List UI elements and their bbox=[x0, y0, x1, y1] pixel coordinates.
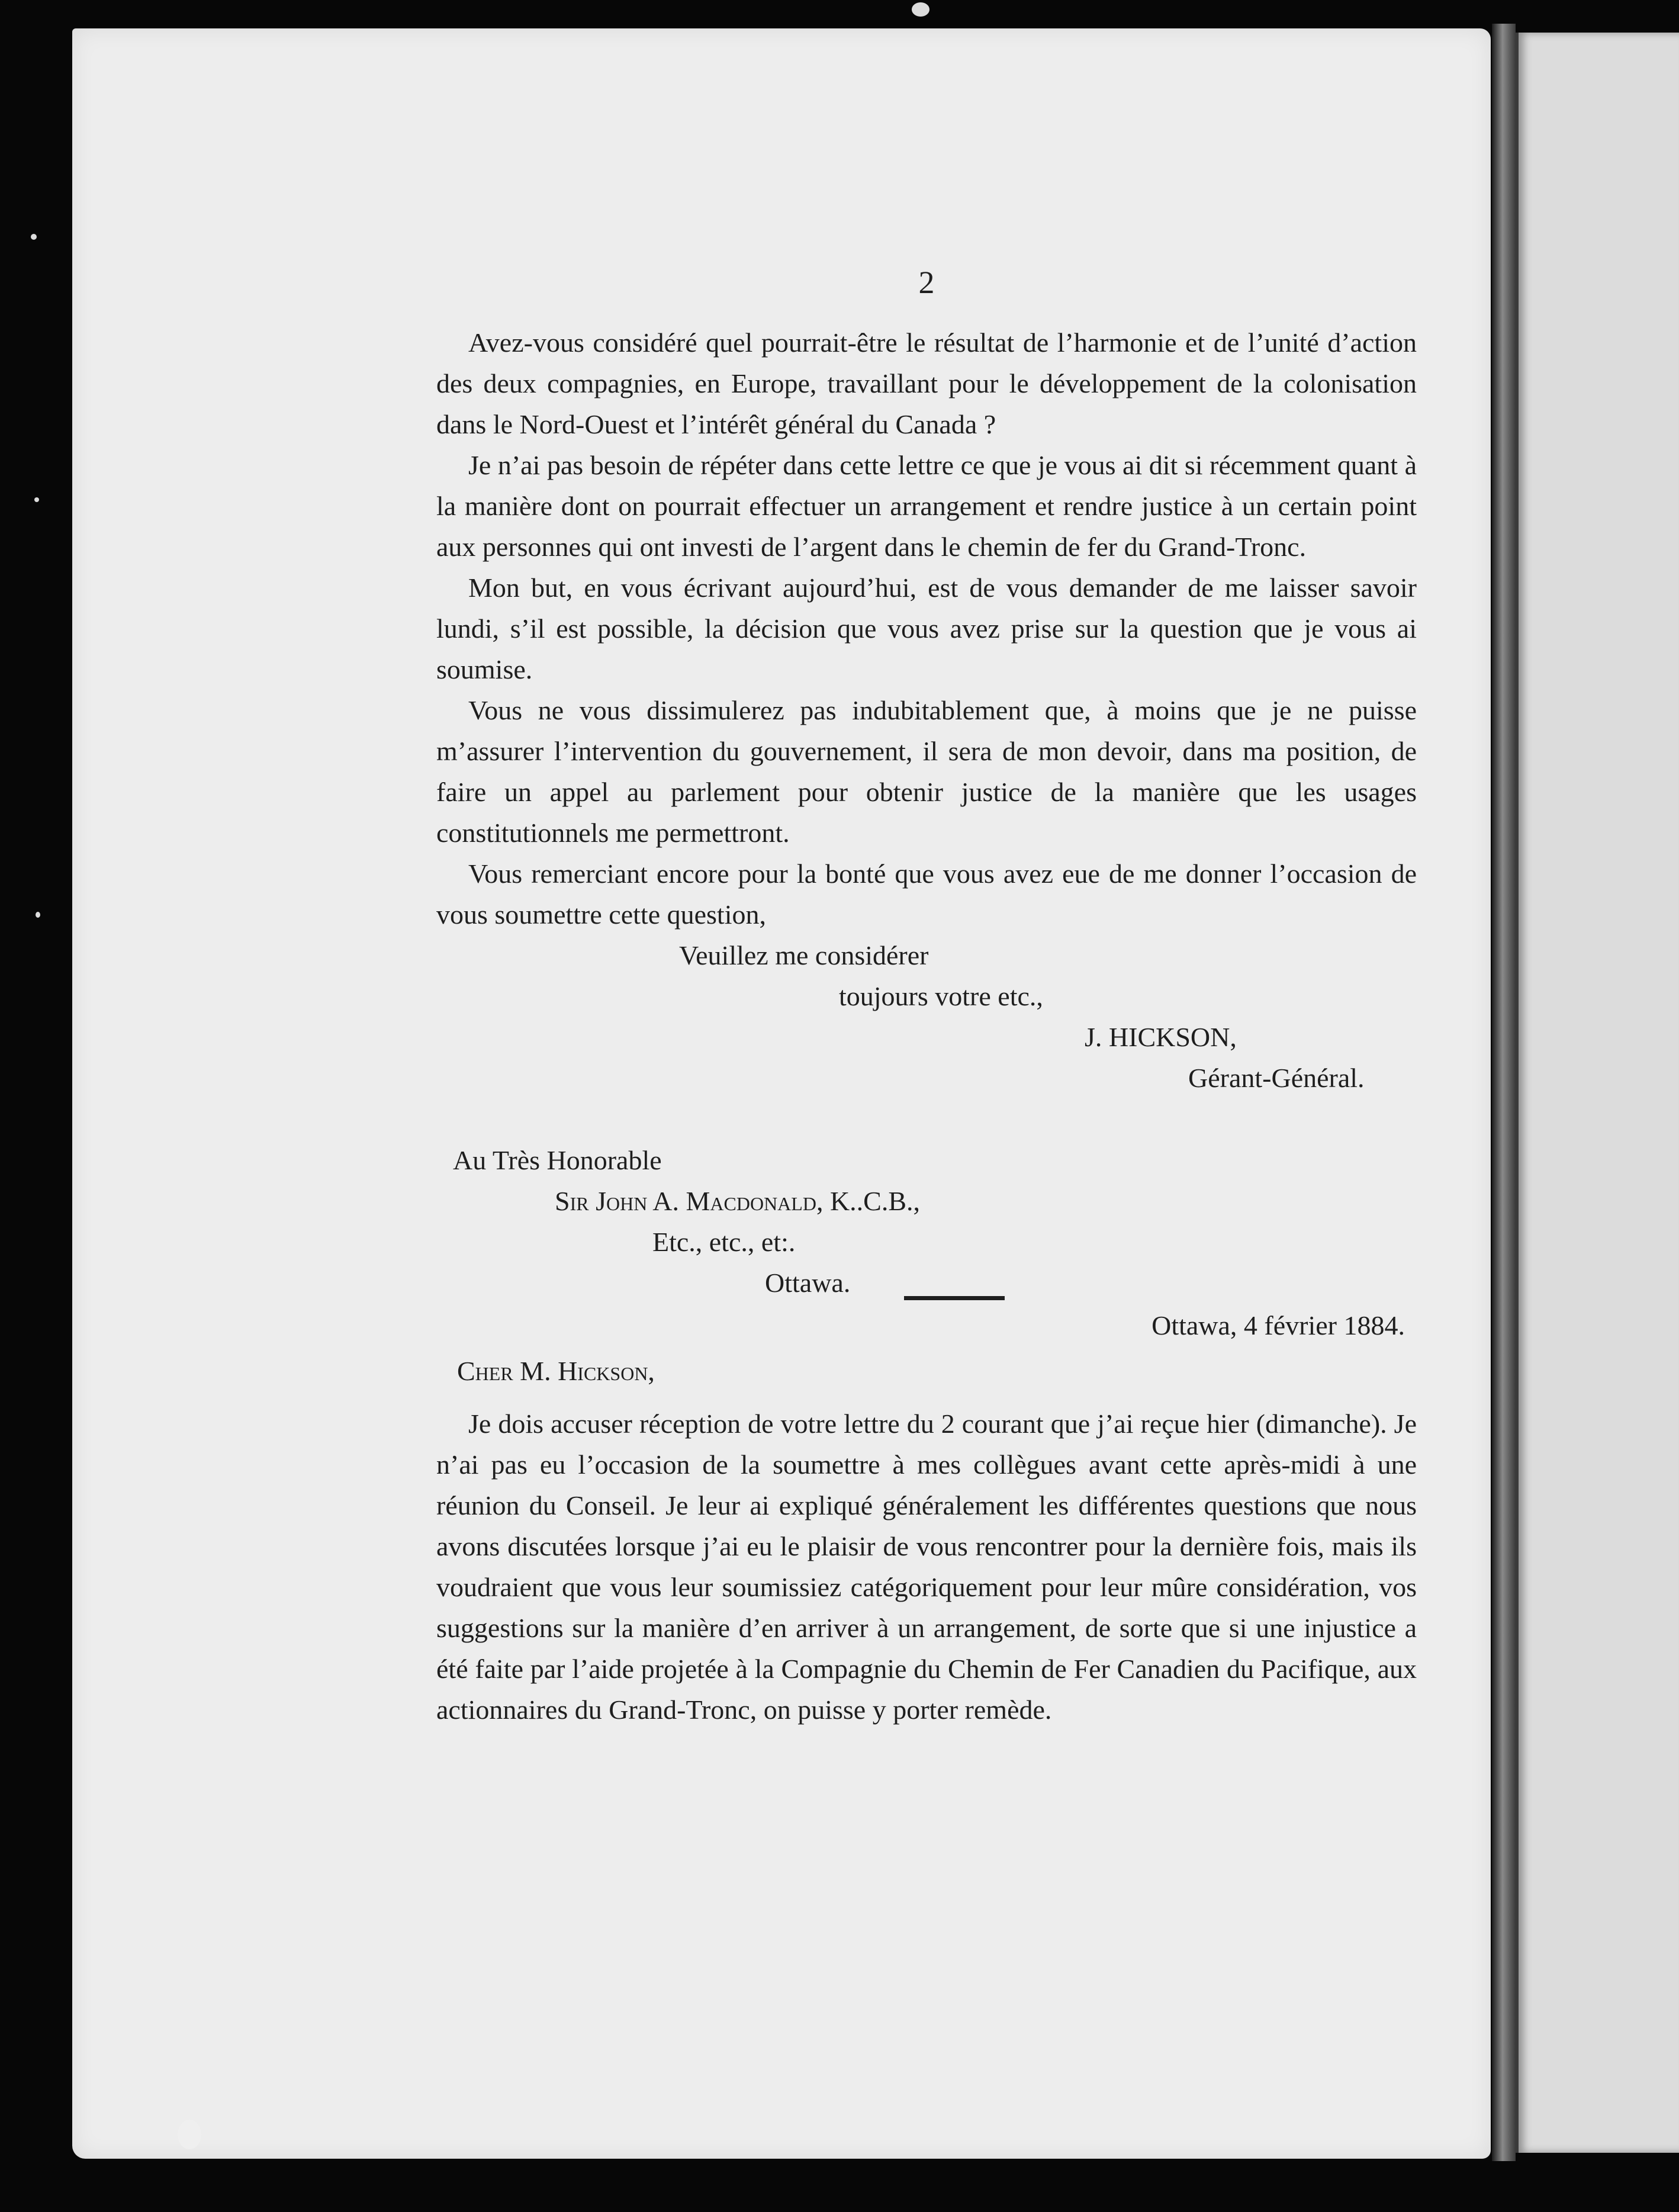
address-line: Sir John A. Macdonald, K..C.B., bbox=[555, 1186, 921, 1216]
letter2-salutation: Cher M. Hickson, bbox=[457, 1356, 655, 1386]
addressee-block bbox=[436, 1140, 1417, 1303]
letter1-paragraph: Vous remerciant encore pour la bonté que vous avez eue de me donner l’occasion de vous soumettre cette question, bbox=[436, 859, 1417, 930]
address-line: Etc., etc., et:. bbox=[652, 1227, 796, 1257]
signature-title: Gérant-Général. bbox=[1188, 1063, 1365, 1093]
section-divider bbox=[904, 1296, 1005, 1300]
letter2-dateline: Ottawa, 4 février 1884. bbox=[1152, 1310, 1405, 1340]
letter1-paragraph: Vous ne vous dissimulerez pas indubitablement que, à moins que je ne puisse m’assurer l’intervention du gouvernement, il sera de mon devoir, dans ma position, de faire un appel au parlement pour obtenir justice de la manière que les usages constitutionnels me permettront. bbox=[436, 695, 1417, 848]
letter1-paragraph: Avez-vous considéré quel pourrait-être le résultat de l’harmonie et de l’unité d’action des deux compagnies, en Europe, travaillant pour le développement de la colonisation dans le Nord-Ouest et l’intérêt général du Canada ? bbox=[436, 327, 1417, 439]
signature-name: J. HICKSON, bbox=[1085, 1022, 1237, 1052]
address-line: Au Très Honorable bbox=[453, 1145, 662, 1175]
margin-speck bbox=[178, 2120, 201, 2149]
address-line: Ottawa. bbox=[765, 1268, 851, 1298]
document-page bbox=[72, 28, 1491, 2159]
book-gutter bbox=[1492, 24, 1516, 2161]
margin-speck bbox=[34, 497, 39, 502]
page-number: 2 bbox=[918, 265, 935, 300]
letter1-paragraph: Je n’ai pas besoin de répéter dans cette lettre ce que je vous ai dit si récemment quant à la manière dont on pourrait effectuer un arrangement et rendre justice à un certain point aux personnes qui ont investi de l’argent dans le chemin de fer du Grand-Tronc. bbox=[436, 450, 1417, 562]
facing-page-edge bbox=[1516, 33, 1679, 2153]
page-text bbox=[436, 262, 1417, 1730]
margin-speck bbox=[912, 2, 929, 17]
letter2-paragraph: Je dois accuser réception de votre lettre du 2 courant que j’ai reçue hier (dimanche). Je n’ai pas eu l’occasion de la soumettre à mes collègues avant cette après-midi à une réunion du Conseil. Je leur ai expliqué généralement les différentes questions que nous avons discutées lorsque j’ai eu le plaisir de vous rencontrer pour la dernière fois, mais ils voudraient que vous leur soumissiez catégoriquement pour leur mûre considération, vos suggestions sur la manière d’en arriver à un arrangement, de sorte que si une injustice a été faite par l’aide projetée à la Compagnie du Chemin de Fer Canadien du Pacifique, aux actionnaires du Grand-Tronc, on puisse y porter remède. bbox=[436, 1409, 1417, 1725]
margin-speck bbox=[36, 912, 40, 918]
closing-line: toujours votre etc., bbox=[839, 981, 1043, 1011]
closing-line: Veuillez me considérer bbox=[679, 940, 929, 970]
margin-speck bbox=[31, 234, 37, 240]
letter1-paragraph: Mon but, en vous écrivant aujourd’hui, est de vous demander de me laisser savoir lundi, s’il est possible, la décision que vous avez prise sur la question que je vous ai soumise. bbox=[436, 573, 1417, 684]
